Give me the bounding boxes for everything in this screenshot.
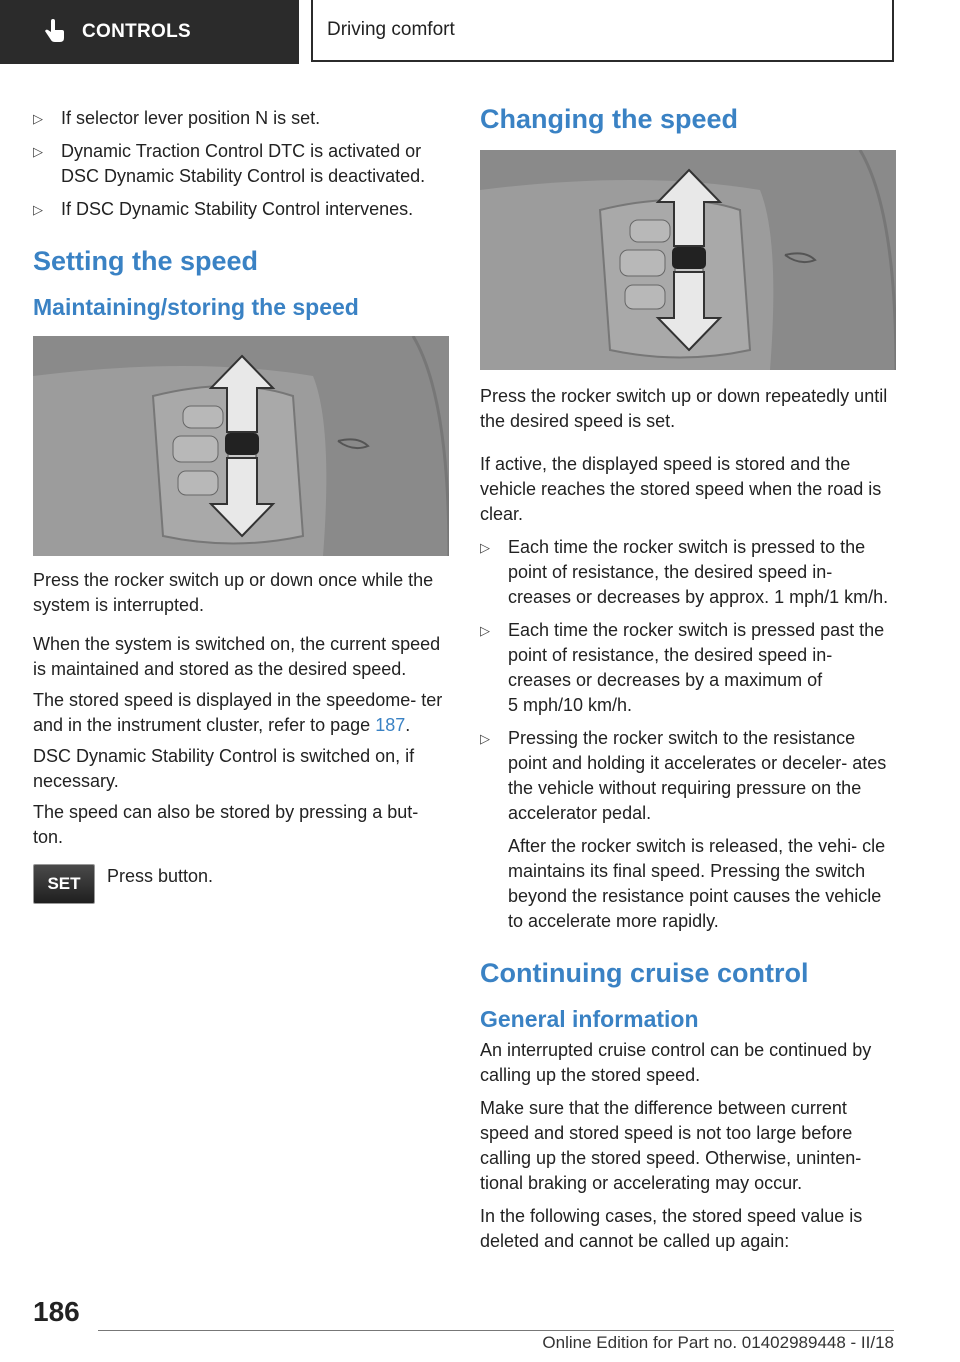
heading-continuing-cruise: Continuing cruise control <box>480 958 809 988</box>
set-button-row <box>33 864 449 904</box>
press-button-text: Press button. <box>107 866 214 886</box>
paragraph-text: . <box>405 715 411 735</box>
page-number: 186 <box>33 1296 80 1327</box>
paragraph: DSC Dynamic Stability Control is switched on, if necessary. <box>33 746 415 791</box>
steering-wheel-image <box>480 150 896 370</box>
paragraph: When the system is switched on, the current speed is maintained and stored as the desired speed. <box>33 634 441 679</box>
heading-changing-speed: Changing the speed <box>480 104 739 134</box>
paragraph: Press the rocker switch up or down repeatedly until the desired speed is set. <box>480 386 888 431</box>
edition-footer: Online Edition for Part no. 01402989448 - II/18 <box>542 1333 894 1352</box>
page-link[interactable]: 187 <box>375 715 406 735</box>
paragraph: Make sure that the difference between current speed and stored speed is not too large before calling up the stored speed. Otherwise, uninten‐ tional braking or accelerating may occur. <box>480 1098 862 1193</box>
right-column <box>480 102 896 1262</box>
list-item: ▷ If selector lever position N is set. <box>33 106 449 131</box>
chapter-title: Driving comfort <box>327 19 455 40</box>
paragraph <box>33 688 449 738</box>
chapter-tab <box>311 0 894 62</box>
steering-wheel-image <box>33 336 449 556</box>
list-item <box>480 726 896 934</box>
heading-setting-speed: Setting the speed <box>33 246 259 276</box>
paragraph: An interrupted cruise control can be continued by calling up the stored speed. <box>480 1040 872 1085</box>
list-item: ▷ Each time the rocker switch is pressed past the point of resistance, the desired speed in‐ creases or decreases by a maximum of 5 mph/10 km/h. <box>480 618 896 718</box>
hand-pointer-icon <box>40 18 68 46</box>
list-item-text: ▷ Pressing the rocker switch to the resistance point and holding it accelerates or deceler‐ ates the vehicle without requiring pressure on the accelerator pedal. <box>508 728 887 823</box>
paragraph: The speed can also be stored by pressing a but‐ ton. <box>33 802 419 847</box>
paragraph: In the following cases, the stored speed value is deleted and cannot be called up again: <box>480 1206 863 1251</box>
paragraph: If active, the displayed speed is stored and the vehicle reaches the stored speed when the road is clear. <box>480 454 882 524</box>
section-tab <box>0 0 299 64</box>
list-item: ▷ Dynamic Traction Control DTC is activated or DSC Dynamic Stability Control is deactivated. <box>33 139 449 189</box>
heading-maintaining-speed: Maintaining/storing the speed <box>33 294 359 320</box>
paragraph-text: The stored speed is displayed in the speedome‐ ter and in the instrument cluster, refer to page <box>33 690 443 735</box>
left-column <box>33 106 449 904</box>
heading-general-information: General information <box>480 1006 699 1032</box>
paragraph: Press the rocker switch up or down once while the system is interrupted. <box>33 570 434 615</box>
list-item: ▷ If DSC Dynamic Stability Control intervenes. <box>33 197 449 222</box>
list-item-subtext: After the rocker switch is released, the vehi‐ cle maintains its final speed. Pressing the switch beyond the resistance point causes the vehicle to accelerate more rapidly. <box>508 836 886 931</box>
set-button-icon: SET <box>33 864 95 904</box>
list-item: ▷ Each time the rocker switch is pressed to the point of resistance, the desired speed in‐ creases or decreases by approx. 1 mph/1 km/h. <box>480 535 896 610</box>
section-title: CONTROLS <box>82 21 192 42</box>
footer-divider <box>98 1330 894 1331</box>
